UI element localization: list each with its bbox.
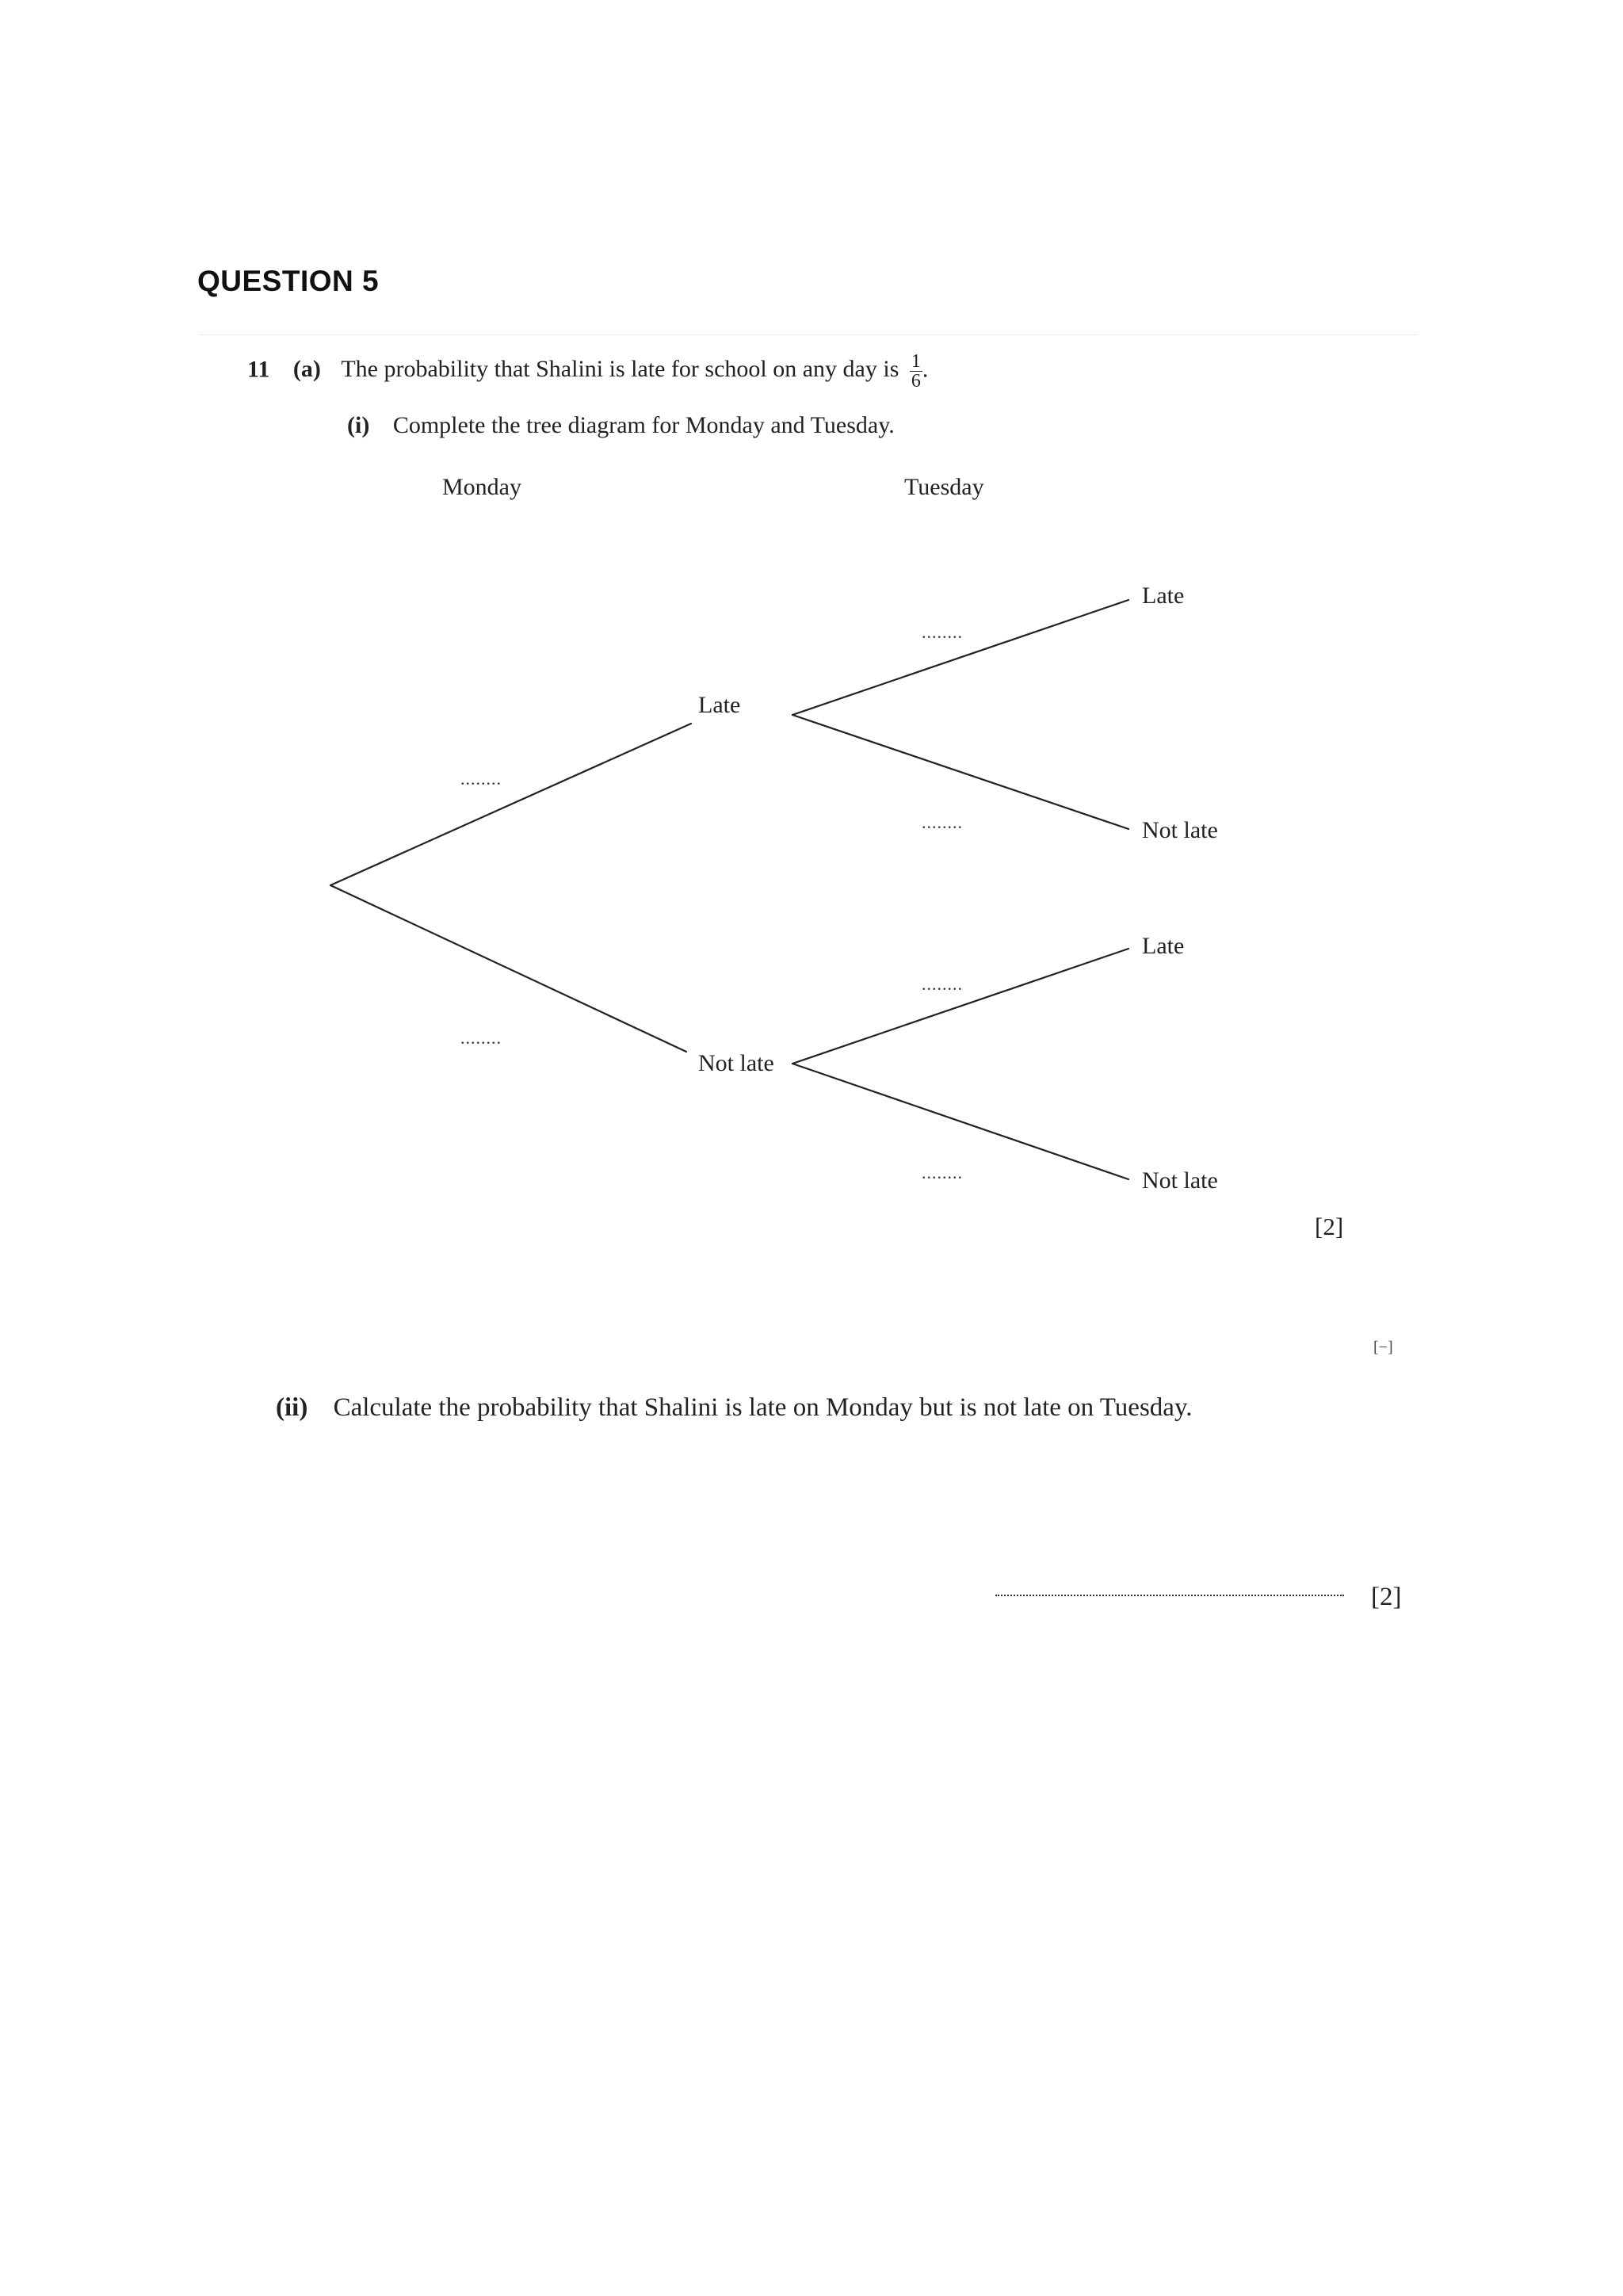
sub-ii-text: Calculate the probability that Shalini is late on Monday but is not late on Tuesday.: [333, 1393, 1193, 1422]
question-number: 11: [247, 356, 270, 383]
tuesday-not-late-label-2: Not late: [1142, 1167, 1218, 1194]
sub-i-text: Complete the tree diagram for Monday and Tuesday.: [392, 412, 895, 438]
branch-late-late: [792, 600, 1128, 715]
blank-late-not-late[interactable]: ........: [922, 812, 963, 832]
mark-part-ii: [2]: [1371, 1583, 1402, 1611]
question-stem-text: The probability that Shalini is late for school on any day is: [341, 356, 899, 383]
column-tuesday: Tuesday: [904, 474, 984, 500]
blank-late-late[interactable]: ........: [922, 622, 963, 642]
monday-not-late-label: Not late: [698, 1050, 774, 1076]
mark-stray-fragment: [−]: [1373, 1339, 1393, 1356]
tuesday-late-label-2: Late: [1142, 933, 1185, 959]
branch-not-late-late: [792, 949, 1128, 1064]
fraction-numerator: 1: [911, 351, 921, 372]
sub-ii-label: (ii): [276, 1393, 308, 1422]
blank-monday-late[interactable]: ........: [460, 769, 502, 789]
answer-line[interactable]: [995, 1595, 1344, 1596]
sub-question-ii: [276, 1393, 1193, 1423]
column-monday: Monday: [442, 474, 521, 500]
blank-monday-not-late[interactable]: ........: [460, 1028, 502, 1048]
monday-late-label: Late: [698, 692, 741, 718]
tuesday-late-label-1: Late: [1142, 583, 1185, 609]
mark-part-i: [2]: [1315, 1213, 1344, 1240]
stem-period: .: [922, 356, 929, 383]
fraction-denominator: 6: [911, 371, 921, 392]
branch-monday-not-late: [330, 885, 686, 1052]
branch-monday-late: [330, 724, 691, 885]
blank-not-late-late[interactable]: ........: [922, 974, 963, 994]
sub-i-label: (i): [347, 412, 370, 438]
tuesday-not-late-label-1: Not late: [1142, 817, 1218, 843]
part-a-label: (a): [292, 356, 321, 383]
blank-not-late-not-late[interactable]: ........: [922, 1163, 963, 1182]
question-heading: QUESTION 5: [197, 265, 380, 297]
